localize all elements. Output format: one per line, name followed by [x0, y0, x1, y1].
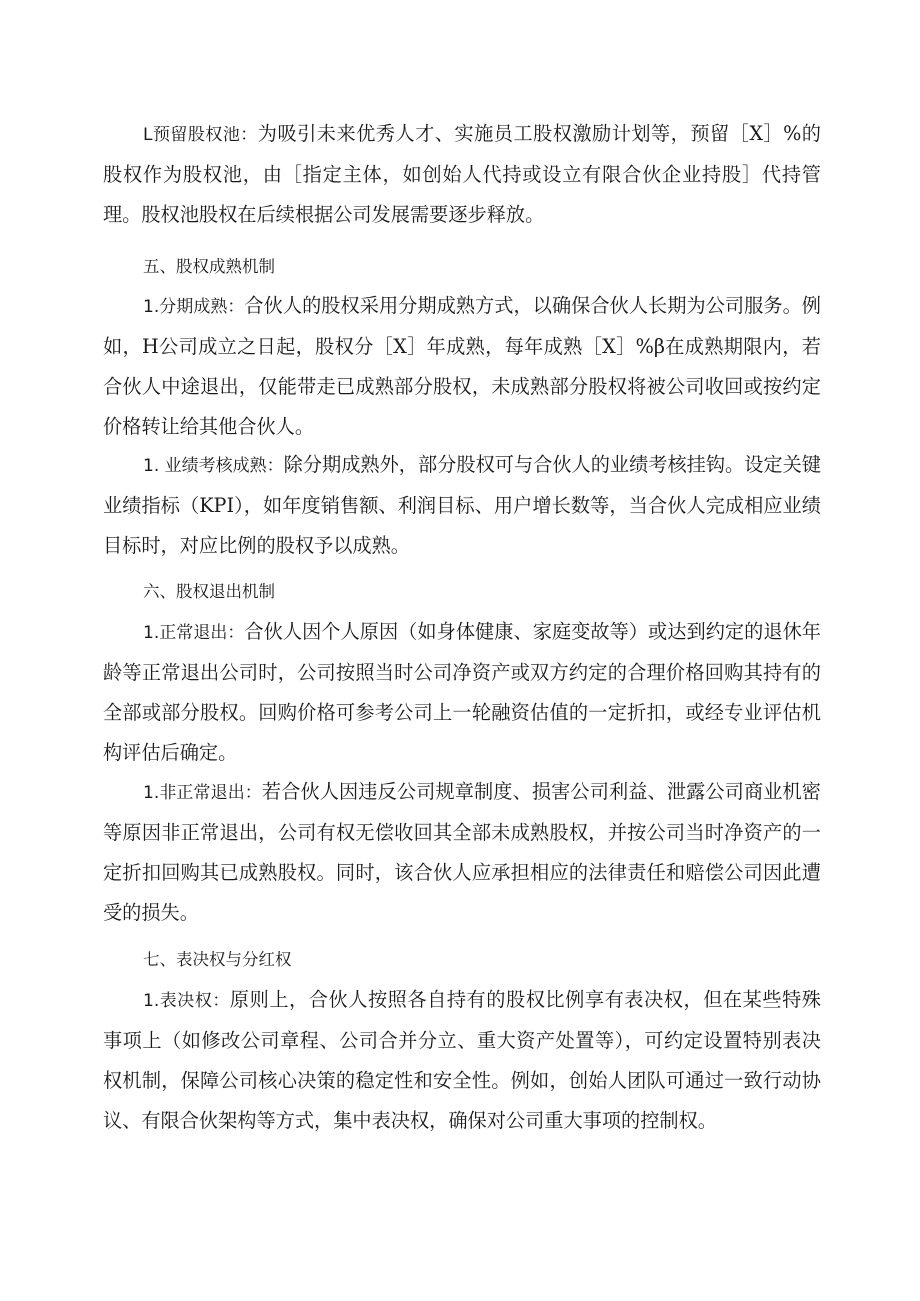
paragraph-lead: 1.非正常退出： [143, 783, 262, 803]
paragraph-body: 原则上，合伙人按照各自持有的股权比例享有表决权，但在某些特殊事项上（如修改公司章程、公司合并分立、重大资产处置等），可约定设置特别表决权机制，保障公司核心决策的稳定性和安全性。例如，创始人团队可通过一致行动协议、有限合伙架构等方式，集中表决权，确保对公司重大事项的控制权。 [103, 988, 821, 1132]
section-heading-exit: 六、股权退出机制 [143, 582, 275, 601]
paragraph-body: 合伙人因个人原因（如身体健康、家庭变故等）或达到约定的退休年龄等正常退出公司时，公司按照当时公司净资产或双方约定的合理价格回购其持有的全部或部分股权。回购价格可参考公司上一轮融资估值的一定折扣，或经专业评估机构评估后确定。 [103, 620, 821, 764]
section-heading-voting-dividend: 七、表决权与分红权 [143, 950, 292, 969]
paragraph-lead: 1.表决权： [143, 991, 230, 1011]
paragraph-body: 除分期成熟外，部分股权可与合伙人的业绩考核挂钩。设定关键业绩指标（KPI），如年度销售额、利润目标、用户增长数等，当合伙人完成相应业绩目标时，对应比例的股权予以成熟。 [103, 453, 822, 557]
paragraph-body: 合伙人的股权采用分期成熟方式，以确保合伙人长期为公司服务。例如，H公司成立之日起，股权分［X］年成熟，每年成熟［X］%β在成熟期限内，若合伙人中途退出，仅能带走已成熟部分股权，未成熟部分股权将被公司收回或按约定价格转让给其他合伙人。 [103, 294, 821, 438]
paragraph-lead: L预留股权池： [143, 125, 258, 145]
paragraph-installment-vesting [103, 286, 821, 447]
paragraph-lead: 1.正常退出： [143, 623, 245, 643]
paragraph-lead: 1.分期成熟： [143, 297, 245, 317]
paragraph-abnormal-exit [103, 772, 821, 933]
paragraph-performance-vesting [103, 445, 821, 566]
paragraph-normal-exit [103, 612, 821, 773]
paragraph-body: 若合伙人因违反公司规章制度、损害公司利益、泄露公司商业机密等原因非正常退出，公司有权无偿收回其全部未成熟股权，并按公司当时净资产的一定折扣回购其已成熟股权。同时，该合伙人应承担相应的法律责任和赔偿公司因此遭受的损失。 [103, 780, 821, 924]
paragraph-voting-rights [103, 980, 821, 1141]
paragraph-lead: 1. 业绩考核成熟： [143, 456, 284, 476]
paragraph-body: 为吸引未来优秀人才、实施员工股权激励计划等，预留［X］%的股权作为股权池，由［指定主体，如创始人代持或设立有限合伙企业持股］代持管理。股权池股权在后续根据公司发展需要逐步释放。 [103, 122, 821, 226]
section-heading-vesting: 五、股权成熟机制 [143, 257, 275, 276]
paragraph-equity-pool [103, 114, 821, 235]
